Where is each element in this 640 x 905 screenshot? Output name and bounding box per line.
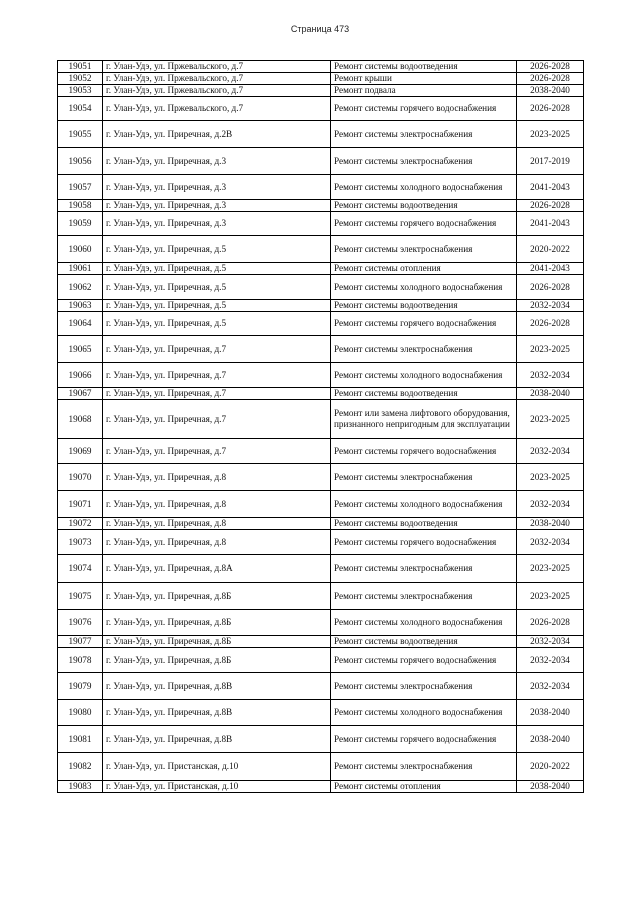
row-address: г. Улан-Удэ, ул. Пржевальского, д.7: [103, 73, 331, 85]
table-row: [58, 700, 584, 726]
row-address: г. Улан-Удэ, ул. Приречная, д.8: [103, 530, 331, 555]
row-work: Ремонт системы водоотведения: [331, 518, 517, 530]
row-work: Ремонт системы электроснабжения: [331, 121, 517, 148]
row-address: г. Улан-Удэ, ул. Приречная, д.8Б: [103, 610, 331, 636]
row-work: Ремонт системы горячего водоснабжения: [331, 439, 517, 464]
row-id: 19061: [58, 263, 103, 275]
row-work: Ремонт системы электроснабжения: [331, 555, 517, 583]
table-row: [58, 673, 584, 700]
row-work: Ремонт системы отопления: [331, 781, 517, 793]
row-period: 2032-2034: [517, 636, 584, 648]
row-id: 19080: [58, 700, 103, 726]
row-period: 2026-2028: [517, 610, 584, 636]
row-work: Ремонт системы горячего водоснабжения: [331, 530, 517, 555]
row-id: 19070: [58, 464, 103, 491]
row-period: 2023-2025: [517, 336, 584, 363]
row-id: 19064: [58, 312, 103, 336]
table-row: [58, 753, 584, 781]
row-work: Ремонт системы электроснабжения: [331, 148, 517, 175]
row-period: 2023-2025: [517, 555, 584, 583]
row-work: Ремонт системы водоотведения: [331, 200, 517, 212]
table-row: [58, 636, 584, 648]
row-address: г. Улан-Удэ, ул. Приречная, д.5: [103, 312, 331, 336]
row-period: 2041-2043: [517, 212, 584, 236]
row-period: 2032-2034: [517, 530, 584, 555]
row-work: Ремонт или замена лифтового оборудования, признанного непригодным для эксплуатации: [331, 400, 517, 439]
row-address: г. Улан-Удэ, ул. Пржевальского, д.7: [103, 85, 331, 97]
row-period: 2038-2040: [517, 388, 584, 400]
row-period: 2023-2025: [517, 464, 584, 491]
table-row: [58, 781, 584, 793]
row-period: 2026-2028: [517, 275, 584, 300]
row-work: Ремонт системы электроснабжения: [331, 583, 517, 610]
table-row: [58, 388, 584, 400]
registry-table: [57, 60, 584, 793]
row-work: Ремонт системы отопления: [331, 263, 517, 275]
table-row: [58, 300, 584, 312]
row-work: Ремонт системы холодного водоснабжения: [331, 700, 517, 726]
row-id: 19075: [58, 583, 103, 610]
row-address: г. Улан-Удэ, ул. Приречная, д.8: [103, 464, 331, 491]
table-row: [58, 648, 584, 673]
row-address: г. Улан-Удэ, ул. Приречная, д.8В: [103, 726, 331, 753]
row-period: 2038-2040: [517, 518, 584, 530]
row-period: 2038-2040: [517, 781, 584, 793]
row-address: г. Улан-Удэ, ул. Приречная, д.3: [103, 200, 331, 212]
row-address: г. Улан-Удэ, ул. Приречная, д.3: [103, 148, 331, 175]
row-id: 19073: [58, 530, 103, 555]
table-row: [58, 439, 584, 464]
row-id: 19054: [58, 97, 103, 121]
row-id: 19063: [58, 300, 103, 312]
table-row: [58, 530, 584, 555]
row-period: 2017-2019: [517, 148, 584, 175]
table-row: [58, 175, 584, 200]
row-address: г. Улан-Удэ, ул. Приречная, д.8В: [103, 700, 331, 726]
table-row: [58, 312, 584, 336]
row-work: Ремонт системы электроснабжения: [331, 236, 517, 263]
row-period: 2032-2034: [517, 363, 584, 388]
row-id: 19056: [58, 148, 103, 175]
row-work: Ремонт системы электроснабжения: [331, 336, 517, 363]
row-work: Ремонт системы горячего водоснабжения: [331, 212, 517, 236]
row-id: 19076: [58, 610, 103, 636]
row-work: Ремонт системы водоотведения: [331, 388, 517, 400]
row-address: г. Улан-Удэ, ул. Приречная, д.7: [103, 388, 331, 400]
row-address: г. Улан-Удэ, ул. Приречная, д.8Б: [103, 583, 331, 610]
table-row: [58, 363, 584, 388]
row-id: 19057: [58, 175, 103, 200]
row-period: 2026-2028: [517, 312, 584, 336]
table-row: [58, 200, 584, 212]
table-row: [58, 275, 584, 300]
table-row: [58, 73, 584, 85]
row-id: 19074: [58, 555, 103, 583]
row-work: Ремонт системы водоотведения: [331, 636, 517, 648]
row-address: г. Улан-Удэ, ул. Пристанская, д.10: [103, 781, 331, 793]
row-period: 2020-2022: [517, 753, 584, 781]
row-work: Ремонт системы водоотведения: [331, 61, 517, 73]
table-row: [58, 464, 584, 491]
row-address: г. Улан-Удэ, ул. Пржевальского, д.7: [103, 97, 331, 121]
row-work: Ремонт системы горячего водоснабжения: [331, 726, 517, 753]
page-header: Страница 473: [290, 24, 350, 34]
row-address: г. Улан-Удэ, ул. Приречная, д.8Б: [103, 648, 331, 673]
row-work: Ремонт системы холодного водоснабжения: [331, 363, 517, 388]
row-address: г. Улан-Удэ, ул. Пристанская, д.10: [103, 753, 331, 781]
row-id: 19053: [58, 85, 103, 97]
row-address: г. Улан-Удэ, ул. Приречная, д.3: [103, 212, 331, 236]
row-period: 2032-2034: [517, 673, 584, 700]
row-period: 2038-2040: [517, 726, 584, 753]
row-period: 2032-2034: [517, 491, 584, 518]
row-id: 19072: [58, 518, 103, 530]
row-period: 2023-2025: [517, 121, 584, 148]
row-work: Ремонт крыши: [331, 73, 517, 85]
row-id: 19052: [58, 73, 103, 85]
table-row: [58, 518, 584, 530]
row-period: 2026-2028: [517, 73, 584, 85]
table-body: [58, 61, 584, 793]
row-id: 19059: [58, 212, 103, 236]
table-row: [58, 336, 584, 363]
row-address: г. Улан-Удэ, ул. Приречная, д.7: [103, 400, 331, 439]
row-work: Ремонт подвала: [331, 85, 517, 97]
row-id: 19079: [58, 673, 103, 700]
row-id: 19065: [58, 336, 103, 363]
row-address: г. Улан-Удэ, ул. Приречная, д.8: [103, 518, 331, 530]
row-id: 19068: [58, 400, 103, 439]
row-id: 19066: [58, 363, 103, 388]
table-row: [58, 726, 584, 753]
row-work: Ремонт системы холодного водоснабжения: [331, 175, 517, 200]
row-period: 2041-2043: [517, 263, 584, 275]
row-period: 2026-2028: [517, 97, 584, 121]
row-period: 2032-2034: [517, 300, 584, 312]
row-address: г. Улан-Удэ, ул. Приречная, д.7: [103, 439, 331, 464]
row-address: г. Улан-Удэ, ул. Приречная, д.8: [103, 491, 331, 518]
row-work: Ремонт системы электроснабжения: [331, 673, 517, 700]
row-id: 19082: [58, 753, 103, 781]
row-address: г. Улан-Удэ, ул. Приречная, д.8Б: [103, 636, 331, 648]
table-row: [58, 97, 584, 121]
table-row: [58, 85, 584, 97]
row-address: г. Улан-Удэ, ул. Приречная, д.7: [103, 336, 331, 363]
row-work: Ремонт системы электроснабжения: [331, 464, 517, 491]
table-row: [58, 400, 584, 439]
row-id: 19058: [58, 200, 103, 212]
row-period: 2041-2043: [517, 175, 584, 200]
row-address: г. Улан-Удэ, ул. Приречная, д.8А: [103, 555, 331, 583]
table-row: [58, 583, 584, 610]
row-id: 19071: [58, 491, 103, 518]
row-period: 2038-2040: [517, 700, 584, 726]
row-period: 2038-2040: [517, 85, 584, 97]
table-row: [58, 263, 584, 275]
row-address: г. Улан-Удэ, ул. Приречная, д.5: [103, 275, 331, 300]
row-address: г. Улан-Удэ, ул. Приречная, д.5: [103, 236, 331, 263]
row-address: г. Улан-Удэ, ул. Приречная, д.8В: [103, 673, 331, 700]
row-work: Ремонт системы холодного водоснабжения: [331, 491, 517, 518]
table-row: [58, 61, 584, 73]
row-period: 2032-2034: [517, 648, 584, 673]
row-work: Ремонт системы холодного водоснабжения: [331, 275, 517, 300]
table-row: [58, 610, 584, 636]
row-address: г. Улан-Удэ, ул. Приречная, д.5: [103, 263, 331, 275]
row-work: Ремонт системы горячего водоснабжения: [331, 312, 517, 336]
row-work: Ремонт системы горячего водоснабжения: [331, 97, 517, 121]
row-period: 2032-2034: [517, 439, 584, 464]
row-period: 2023-2025: [517, 400, 584, 439]
row-address: г. Улан-Удэ, ул. Пржевальского, д.7: [103, 61, 331, 73]
row-period: 2023-2025: [517, 583, 584, 610]
table-row: [58, 491, 584, 518]
row-address: г. Улан-Удэ, ул. Приречная, д.3: [103, 175, 331, 200]
row-id: 19062: [58, 275, 103, 300]
row-address: г. Улан-Удэ, ул. Приречная, д.2В: [103, 121, 331, 148]
row-period: 2026-2028: [517, 61, 584, 73]
row-period: 2020-2022: [517, 236, 584, 263]
row-id: 19060: [58, 236, 103, 263]
row-work: Ремонт системы электроснабжения: [331, 753, 517, 781]
row-id: 19069: [58, 439, 103, 464]
row-address: г. Улан-Удэ, ул. Приречная, д.5: [103, 300, 331, 312]
table-row: [58, 212, 584, 236]
table-row: [58, 121, 584, 148]
table-row: [58, 555, 584, 583]
row-address: г. Улан-Удэ, ул. Приречная, д.7: [103, 363, 331, 388]
row-work: Ремонт системы холодного водоснабжения: [331, 610, 517, 636]
row-id: 19083: [58, 781, 103, 793]
row-period: 2026-2028: [517, 200, 584, 212]
table-row: [58, 148, 584, 175]
row-work: Ремонт системы горячего водоснабжения: [331, 648, 517, 673]
table-row: [58, 236, 584, 263]
row-id: 19078: [58, 648, 103, 673]
row-work: Ремонт системы водоотведения: [331, 300, 517, 312]
row-id: 19051: [58, 61, 103, 73]
row-id: 19081: [58, 726, 103, 753]
row-id: 19077: [58, 636, 103, 648]
row-id: 19067: [58, 388, 103, 400]
row-id: 19055: [58, 121, 103, 148]
